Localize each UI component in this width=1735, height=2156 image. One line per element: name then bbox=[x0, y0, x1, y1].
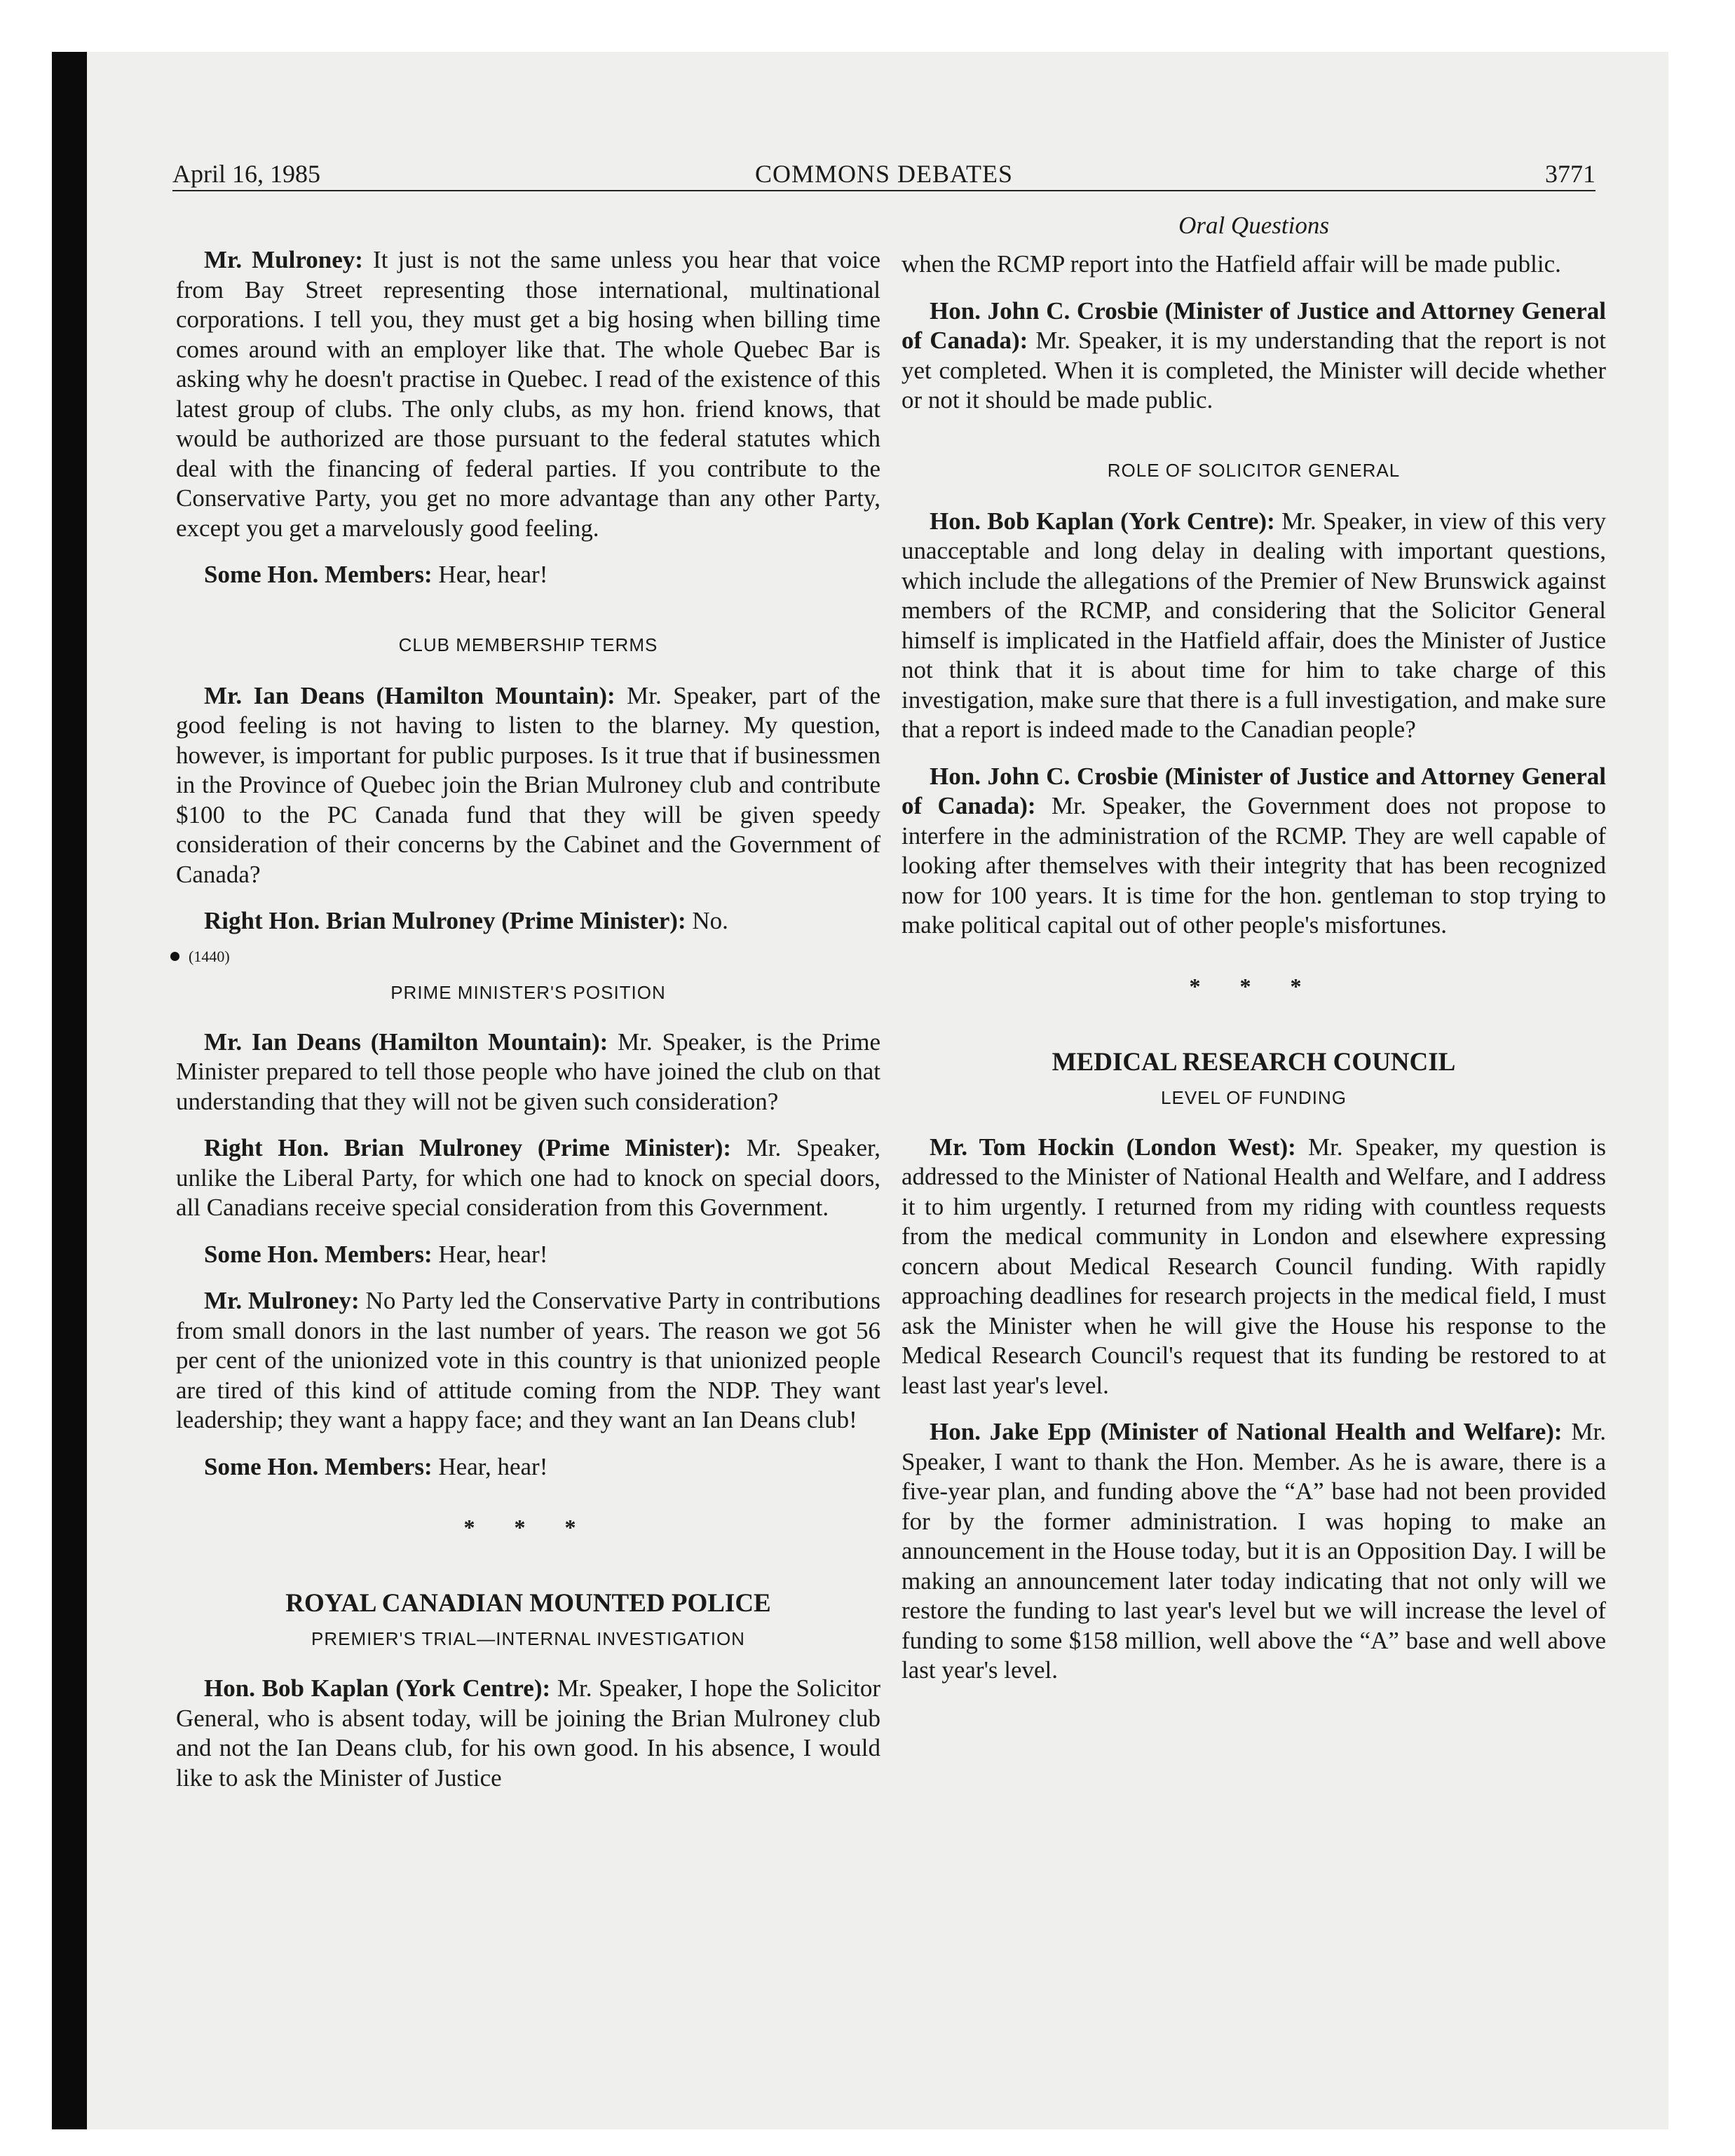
paragraph-text: Hear, hear! bbox=[432, 1240, 548, 1268]
paragraph bbox=[901, 507, 1606, 745]
paragraph bbox=[901, 296, 1606, 416]
speaker-name: Mr. Mulroney: bbox=[204, 1287, 360, 1314]
speaker-name: Mr. Ian Deans (Hamilton Mountain): bbox=[204, 681, 615, 709]
paragraph-text: when the RCMP report into the Hatfield affair will be made public. bbox=[901, 250, 1561, 278]
time-marker bbox=[176, 942, 880, 974]
paragraph-text: Mr. Speaker, part of the good feeling is not having to listen to the blarney. My question, however, is important for public purposes. Is it true that if businessmen in the Province of Quebec join the Brian Mulroney club and contribute $100 to the PC Canada fund that they will be given speedy consideration of their concerns by the Cabinet and the Government of Canada? bbox=[176, 681, 880, 888]
paragraph bbox=[176, 1286, 880, 1435]
scan-edge-bar bbox=[52, 52, 87, 2129]
paragraph-text: Mr. Speaker, my question is addressed to the Minister of National Health and Welfare, and I address it to him urgently. I returned from my riding with countless requests from the medical community in London and elsewhere expressing concern about Medical Research Council funding. With rapidly approaching deadlines for research projects in the medical field, I must ask the Minister when he will give the House his response to the Medical Research Council's request that its funding be restored to at least last year's level. bbox=[901, 1133, 1606, 1399]
speaker-name: Mr. Ian Deans (Hamilton Mountain): bbox=[204, 1028, 608, 1056]
speaker-name: Right Hon. Brian Mulroney (Prime Minister): bbox=[204, 1134, 732, 1161]
paragraph-text: Mr. Speaker, the Government does not propose to interfere in the administration of the RCMP. They are well capable of looking after themselves with their integrity that has been recognized now for 100 years. It is time for the hon. gentleman to stop trying to make political capital out of other people's misfortunes. bbox=[901, 792, 1606, 939]
subheading: LEVEL OF FUNDING bbox=[1161, 1086, 1347, 1108]
paragraph bbox=[176, 681, 880, 890]
paragraph bbox=[176, 1028, 880, 1117]
time-stamp: (1440) bbox=[189, 947, 230, 965]
paragraph bbox=[176, 1240, 880, 1270]
paragraph-text: Mr. Speaker, I hope the Solicitor General, who is absent today, will be joining the Brian Mulroney club and not the Ian Deans club, for his own good. In his absence, I would like to ask the Minister of Justice bbox=[176, 1674, 881, 1792]
header-title: COMMONS DEBATES bbox=[754, 160, 1014, 188]
header-rule bbox=[172, 190, 1595, 191]
speaker-name: Some Hon. Members: bbox=[204, 1240, 433, 1268]
speaker-name: Hon. Jake Epp (Minister of National Health and Welfare): bbox=[930, 1418, 1563, 1445]
paragraph-text: Mr. Speaker, it is my understanding that the report is not yet completed. When it is completed, the Minister will decide whether or not it should be made public. bbox=[901, 327, 1606, 414]
paragraph-text: No. bbox=[686, 907, 728, 934]
paragraph bbox=[901, 250, 1606, 280]
section-separator: * * * bbox=[1189, 973, 1319, 999]
paragraph bbox=[176, 245, 880, 543]
speaker-name: Right Hon. Brian Mulroney (Prime Minister): bbox=[204, 907, 686, 934]
section-heading: MEDICAL RESEARCH COUNCIL bbox=[1052, 1047, 1456, 1077]
speaker-name: Some Hon. Members: bbox=[204, 561, 433, 588]
paragraph bbox=[901, 762, 1606, 941]
speaker-name: Hon. Bob Kaplan (York Centre): bbox=[930, 507, 1275, 535]
paragraph-text: Mr. Speaker, in view of this very unacceptable and long delay in dealing with important questions, which include the allegations of the Premier of New Brunswick against members of the RCMP, and considering that the Solicitor General himself is implicated in the Hatfield affair, does the Minister of Justice not think that it is about time for him to take charge of this investigation, make sure that there is a full investigation, and make sure that a report is indeed made to the Canadian people? bbox=[901, 507, 1607, 743]
header-page-number: 3771 bbox=[1545, 160, 1595, 188]
paragraph-text: Mr. Speaker, unlike the Liberal Party, for which one had to knock on special doors, all Canadians receive special consideration from this Government. bbox=[176, 1134, 880, 1221]
subheading: ROLE OF SOLICITOR GENERAL bbox=[1107, 459, 1401, 481]
speaker-name: Some Hon. Members: bbox=[204, 1452, 433, 1480]
paragraph-text: Mr. Speaker, is the Prime Minister prepared to tell those people who have joined the club on that understanding that they will not be given such consideration? bbox=[176, 1028, 880, 1115]
subheading: PREMIER'S TRIAL—INTERNAL INVESTIGATION bbox=[311, 1628, 745, 1649]
running-head: Oral Questions bbox=[1178, 212, 1329, 239]
speaker-name: Mr. Tom Hockin (London West): bbox=[930, 1133, 1296, 1161]
page-header bbox=[172, 156, 1595, 192]
left-column bbox=[176, 245, 880, 1810]
section-separator: * * * bbox=[463, 1515, 593, 1540]
speaker-name: Hon. John C. Crosbie (Minister of Justice and Attorney General of Canada): bbox=[901, 296, 1606, 354]
paragraph bbox=[901, 1133, 1606, 1401]
paragraph bbox=[901, 1417, 1606, 1686]
paragraph-text: Hear, hear! bbox=[432, 561, 548, 588]
speaker-name: Mr. Mulroney: bbox=[204, 246, 363, 273]
subheading: CLUB MEMBERSHIP TERMS bbox=[398, 634, 658, 655]
bullet-dot-icon bbox=[170, 952, 179, 961]
paragraph-text: No Party led the Conservative Party in contributions from small donors in the last number of years. The reason we got 56 per cent of the unionized vote in this country is that unionized people are tired of this kind of attitude coming from the NDP. They want leadership; they want a happy face; and they want an Ian Deans club! bbox=[176, 1287, 880, 1433]
paragraph-text: It just is not the same unless you hear that voice from Bay Street representing those international, multinational corporations. I tell you, they must get a big hosing when billing time comes around with an employer like that. The whole Quebec Bar is asking why he doesn't practise in Quebec. I read of the existence of this latest group of clubs. The only clubs, as my hon. friend knows, that would be authorized are those pursuant to the federal statutes which deal with the financing of federal parties. If you contribute to the Conservative Party, you get no more advantage than any other Party, except you get a marvelously good feeling. bbox=[176, 246, 880, 542]
subheading: PRIME MINISTER'S POSITION bbox=[390, 981, 666, 1003]
paragraph bbox=[176, 906, 880, 936]
paragraph bbox=[176, 1674, 880, 1793]
speaker-name: Hon. Bob Kaplan (York Centre): bbox=[204, 1674, 551, 1702]
paragraph bbox=[176, 560, 880, 590]
section-heading: ROYAL CANADIAN MOUNTED POLICE bbox=[285, 1589, 771, 1618]
paragraph-text: Mr. Speaker, I want to thank the Hon. Member. As he is aware, there is a five-year plan, and funding above the “A” base had not been provided for by the former administration. I was hoping to make an announcement in the House today, but it is an Opposition Day. I will be making an announcement later today indicating that not only will we restore the funding to last year's level but we will increase the level of funding to some $158 million, well above the “A” base and well above last year's level. bbox=[901, 1418, 1606, 1684]
right-column bbox=[901, 206, 1606, 1703]
paragraph-text: Hear, hear! bbox=[432, 1452, 548, 1480]
header-date: April 16, 1985 bbox=[172, 160, 320, 188]
paragraph bbox=[176, 1133, 880, 1223]
speaker-name: Hon. John C. Crosbie (Minister of Justice and Attorney General of Canada): bbox=[901, 762, 1606, 819]
paragraph bbox=[176, 1452, 880, 1482]
